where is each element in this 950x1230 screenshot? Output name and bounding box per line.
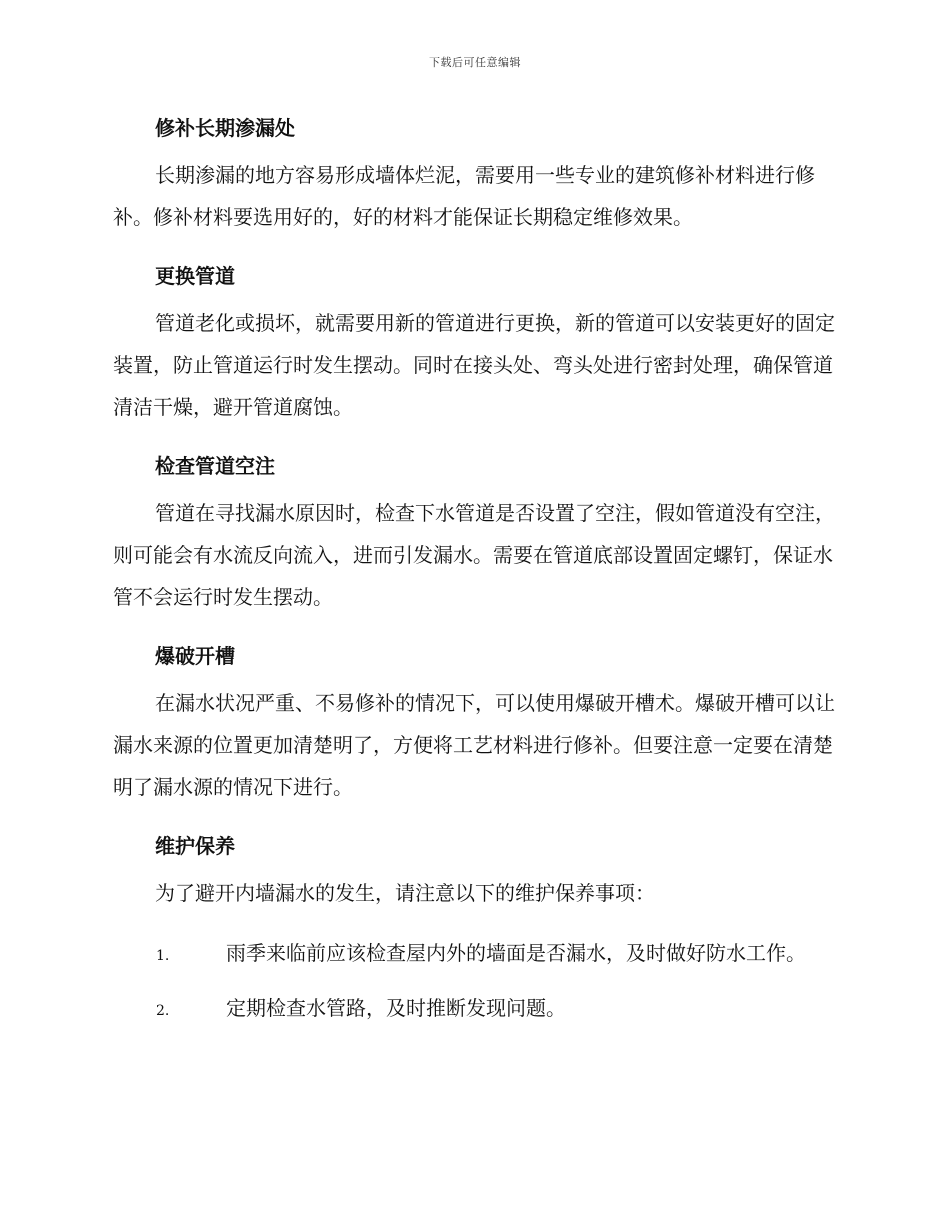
list-item — [113, 987, 835, 1032]
section-paragraph: 管道老化或损坏，就需要用新的管道进行更换，新的管道可以安装更好的固定装置，防止管道运行时发生摆动。同时在接头处、弯头处进行密封处理，确保管道清洁干燥，避开管道腐蚀。 — [113, 311, 835, 419]
list-item-number: 2. — [156, 1003, 170, 1019]
section-heading: 修补长期渗漏处 — [155, 116, 295, 140]
section-paragraph: 为了避开内墙漏水的发生，请注意以下的维护保养事项： — [155, 881, 655, 905]
section-paragraph: 长期渗漏的地方容易形成墙体烂泥，需要用一些专业的建筑修补材料进行修补。修补材料要选用好的，好的材料才能保证长期稳定维修效果。 — [113, 163, 815, 229]
list-item-number: 1. — [156, 948, 170, 964]
list-item — [113, 932, 835, 977]
section-paragraph: 在漏水状况严重、不易修补的情况下，可以使用爆破开槽术。爆破开槽可以让漏水来源的位置更加清楚明了，方便将工艺材料进行修补。但要注意一定要在清楚明了漏水源的情况下进行。 — [113, 691, 835, 799]
section-heading: 检查管道空注 — [155, 454, 275, 478]
section-heading: 爆破开槽 — [155, 644, 235, 668]
list-item-text: 定期检查水管路，及时推断发现问题。 — [226, 996, 566, 1020]
list-item-text: 雨季来临前应该检查屋内外的墙面是否漏水，及时做好防水工作。 — [226, 941, 806, 965]
page-header: 下载后可任意编辑 — [429, 56, 521, 69]
section-heading: 更换管道 — [155, 264, 235, 288]
section-paragraph: 管道在寻找漏水原因时，检查下水管道是否设置了空注，假如管道没有空注，则可能会有水流反向流入，进而引发漏水。需要在管道底部设置固定螺钉，保证水管不会运行时发生摆动。 — [113, 501, 835, 609]
document-body — [113, 108, 835, 1038]
section-heading: 维护保养 — [155, 834, 235, 858]
